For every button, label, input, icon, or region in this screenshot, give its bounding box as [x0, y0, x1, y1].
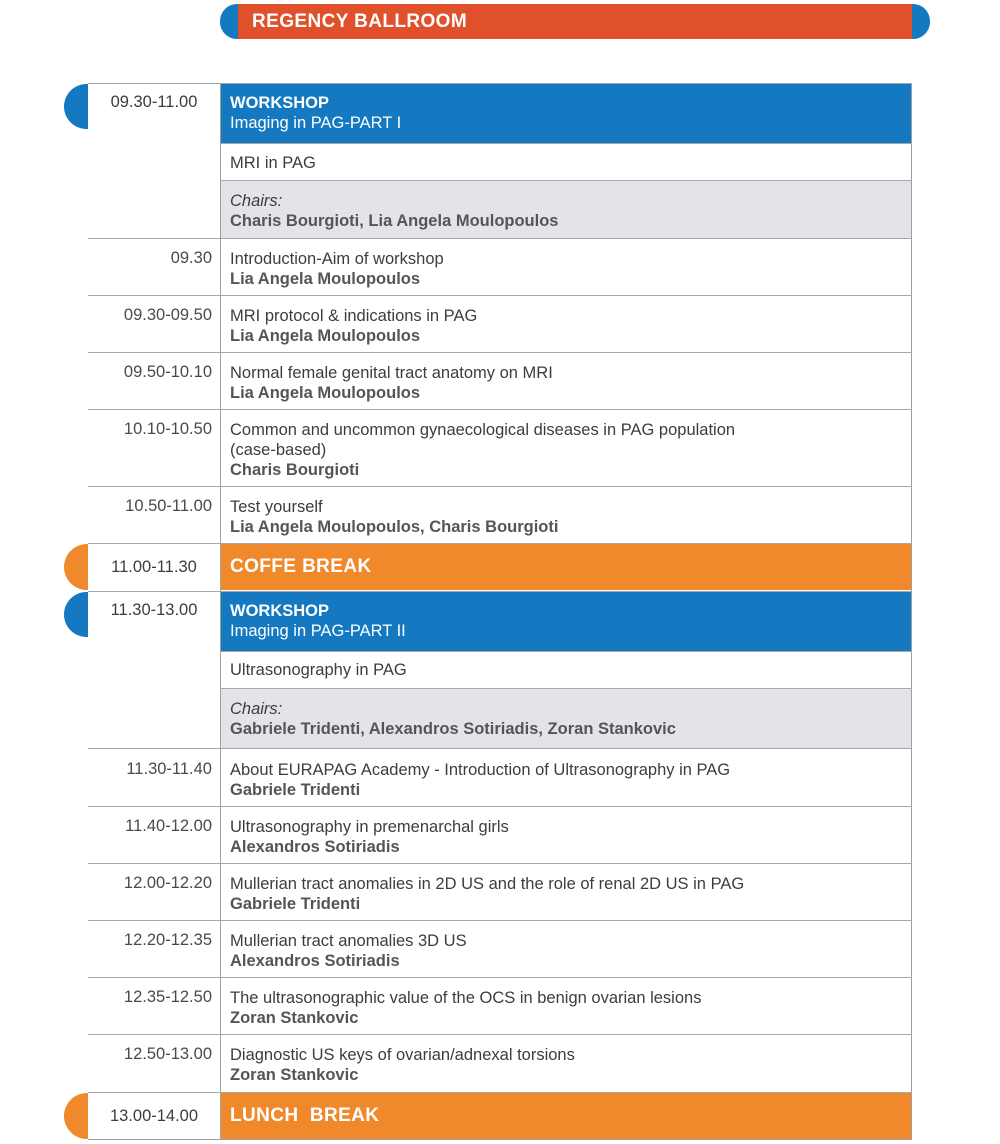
block2-chairs-label: Chairs: — [230, 700, 283, 718]
session-title: Diagnostic US keys of ovarian/adnexal torsions — [230, 1046, 575, 1064]
session-title: Mullerian tract anomalies 3D US — [230, 932, 467, 950]
divider — [88, 352, 912, 353]
block2-tab — [64, 592, 88, 637]
divider — [88, 1034, 912, 1035]
divider — [88, 543, 912, 544]
session-speaker: Gabriele Tridenti — [230, 895, 361, 913]
session-speaker: Lia Angela Moulopoulos — [230, 384, 421, 402]
break2-time: 13.00-14.00 — [109, 1107, 199, 1125]
block1-subtitle: MRI in PAG — [230, 154, 316, 172]
session-speaker: Lia Angela Moulopoulos — [230, 270, 421, 288]
divider — [220, 544, 221, 590]
divider — [88, 591, 912, 592]
session-speaker: Zoran Stankovic — [230, 1009, 359, 1027]
block1-type: WORKSHOP — [230, 94, 329, 112]
block2-subtitle: Ultrasonography in PAG — [230, 661, 407, 679]
session-time: 12.00-12.20 — [123, 874, 212, 892]
session-time: 09.30 — [170, 249, 212, 267]
break2-label: LUNCH BREAK — [230, 1105, 380, 1126]
session-title: Mullerian tract anomalies in 2D US and the role of renal 2D US in PAG — [230, 875, 745, 893]
table-bottom-border — [88, 1139, 912, 1140]
divider — [88, 863, 912, 864]
session-title: Ultrasonography in premenarchal girls — [230, 818, 509, 836]
session-speaker: Lia Angela Moulopoulos — [230, 327, 421, 345]
divider — [88, 920, 912, 921]
session-time: 10.50-11.00 — [125, 497, 212, 515]
session-time: 09.50-10.10 — [123, 363, 212, 381]
divider — [220, 143, 912, 144]
room-title: REGENCY BALLROOM — [252, 11, 468, 32]
session-title: The ultrasonographic value of the OCS in benign ovarian lesions — [230, 989, 702, 1007]
session-time: 10.10-10.50 — [123, 420, 212, 438]
break1-time: 11.00-11.30 — [111, 558, 197, 576]
block1-chairs: Charis Bourgioti, Lia Angela Moulopoulos — [230, 212, 559, 230]
session-speaker: Gabriele Tridenti — [230, 781, 361, 799]
divider — [88, 977, 912, 978]
divider — [220, 651, 912, 652]
divider — [88, 486, 912, 487]
session-speaker: Alexandros Sotiriadis — [230, 838, 400, 856]
session-time: 11.30-11.40 — [126, 760, 212, 778]
block2-type: WORKSHOP — [230, 602, 329, 620]
session-speaker: Alexandros Sotiriadis — [230, 952, 400, 970]
session-title: MRI protocol & indications in PAG — [230, 307, 478, 325]
session-title: Introduction-Aim of workshop — [230, 250, 444, 268]
session-time: 12.35-12.50 — [123, 988, 212, 1006]
session-time: 11.40-12.00 — [125, 817, 212, 835]
block2-chairs: Gabriele Tridenti, Alexandros Sotiriadis, Zoran Stankovic — [230, 720, 676, 738]
break1-label: COFFE BREAK — [230, 556, 372, 577]
divider — [88, 238, 912, 239]
divider — [88, 295, 912, 296]
session-title: About EURAPAG Academy - Introduction of Ultrasonography in PAG — [230, 761, 731, 779]
block1-chairs-label: Chairs: — [230, 192, 283, 210]
session-title: Common and uncommon gynaecological diseases in PAG population — [230, 421, 736, 439]
break2-tab — [64, 1093, 88, 1139]
session-title: Normal female genital tract anatomy on MRI — [230, 364, 553, 382]
session-time: 12.50-13.00 — [123, 1045, 212, 1063]
block2-title: Imaging in PAG-PART II — [230, 622, 406, 640]
session-time: 09.30-09.50 — [123, 306, 212, 324]
divider — [88, 748, 912, 749]
block1-tab — [64, 84, 88, 129]
divider — [88, 409, 912, 410]
session-time: 12.20-12.35 — [123, 931, 212, 949]
block2-time: 11.30-13.00 — [110, 601, 198, 619]
session-speaker: Charis Bourgioti — [230, 461, 360, 479]
divider — [88, 83, 912, 84]
divider — [88, 1092, 912, 1093]
divider — [88, 806, 912, 807]
block1-title: Imaging in PAG-PART I — [230, 114, 402, 132]
break1-tab — [64, 544, 88, 590]
session-speaker: Zoran Stankovic — [230, 1066, 359, 1084]
session-speaker: Lia Angela Moulopoulos, Charis Bourgioti — [230, 518, 559, 536]
divider — [220, 1093, 221, 1139]
session-title-cont: (case-based) — [230, 441, 327, 459]
block1-time: 09.30-11.00 — [110, 93, 198, 111]
session-title: Test yourself — [230, 498, 323, 516]
